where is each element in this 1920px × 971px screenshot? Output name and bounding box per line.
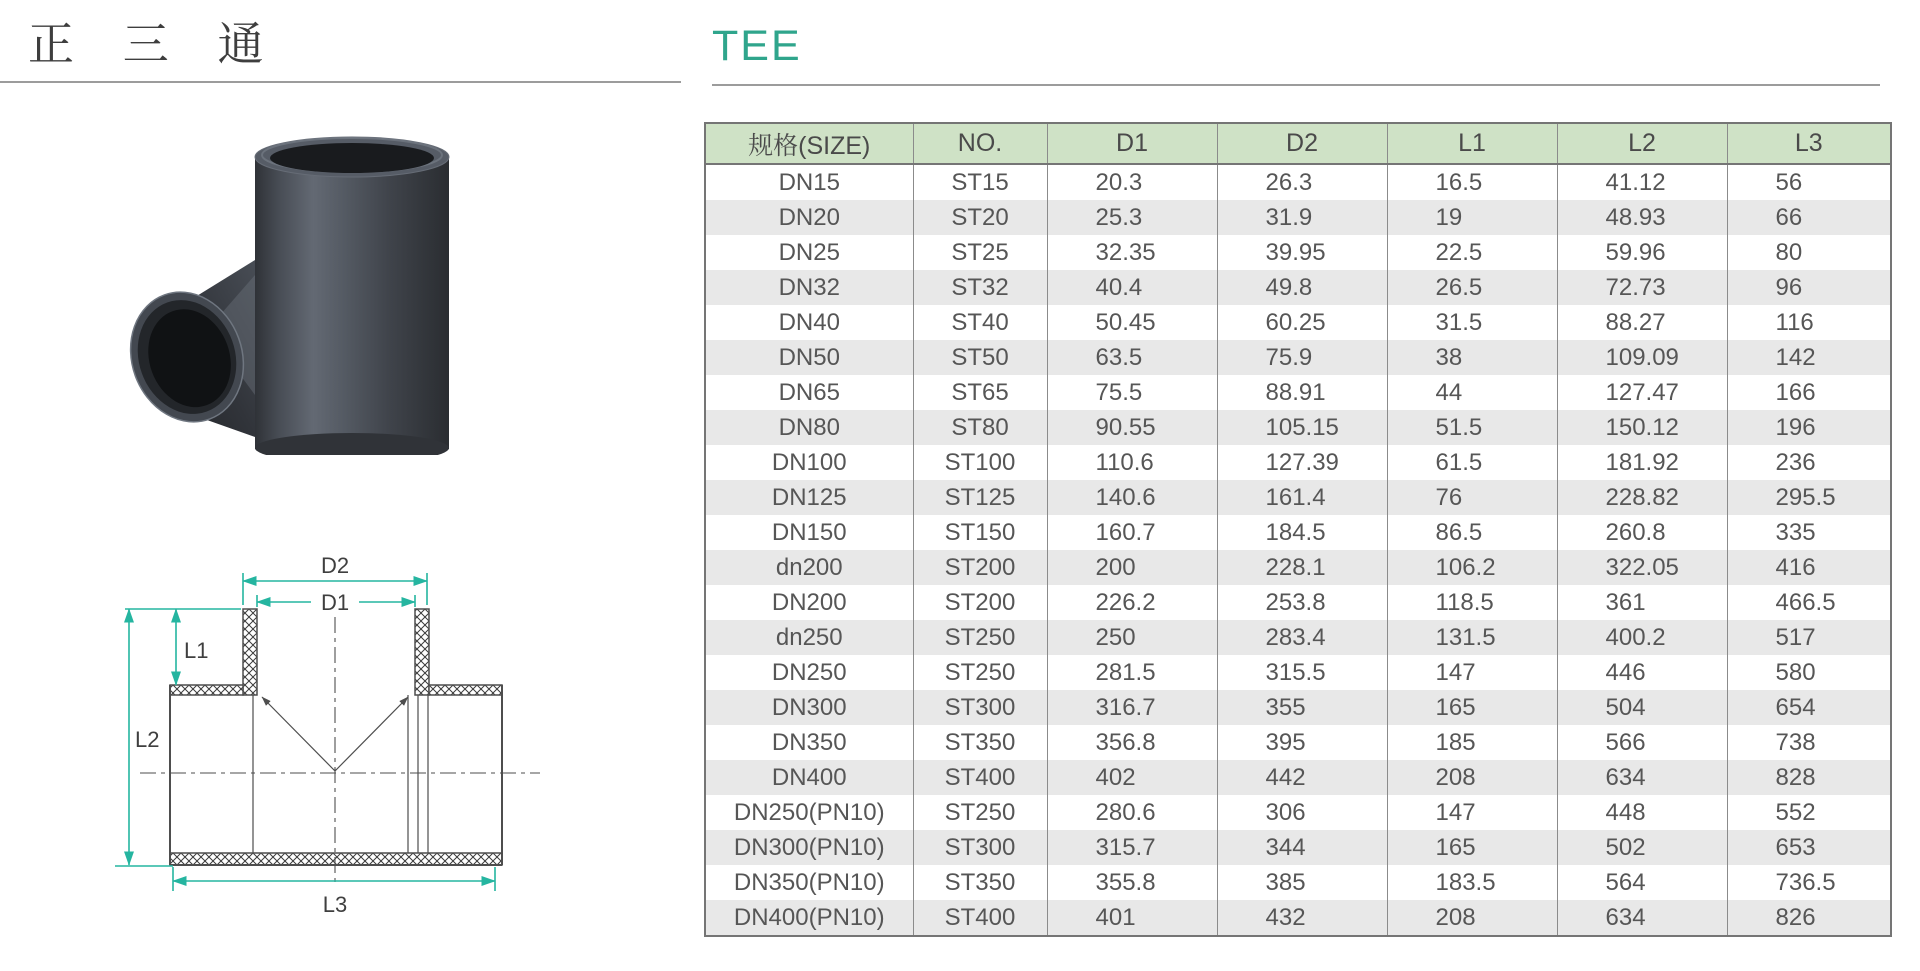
no-cell: ST15 [913,164,1047,200]
value-cell: 208 [1387,760,1557,795]
table-row [705,480,1891,515]
table-row [705,164,1891,200]
value-cell: 75.5 [1047,375,1217,410]
table-row [705,900,1891,936]
value-cell: 654 [1727,690,1891,725]
value-cell: 38 [1387,340,1557,375]
value-cell: 228.1 [1217,550,1387,585]
column-header: D1 [1047,123,1217,164]
value-cell: 315.7 [1047,830,1217,865]
value-cell: 161.4 [1217,480,1387,515]
value-cell: 49.8 [1217,270,1387,305]
value-cell: 41.12 [1557,164,1727,200]
table-row [705,200,1891,235]
value-cell: 31.9 [1217,200,1387,235]
bore-lines [253,695,428,853]
size-cell: DN15 [705,164,913,200]
no-cell: ST50 [913,340,1047,375]
value-cell: 109.09 [1557,340,1727,375]
value-cell: 280.6 [1047,795,1217,830]
value-cell: 39.95 [1217,235,1387,270]
page-title-cn: 正 三 通 [28,18,282,70]
value-cell: 72.73 [1557,270,1727,305]
table-row [705,620,1891,655]
size-cell: DN40 [705,305,913,340]
value-cell: 416 [1727,550,1891,585]
value-cell: 66 [1727,200,1891,235]
value-cell: 504 [1557,690,1727,725]
value-cell: 395 [1217,725,1387,760]
value-cell: 446 [1557,655,1727,690]
no-cell: ST150 [913,515,1047,550]
tee-fitting-graphic [113,137,449,455]
table-row [705,445,1891,480]
table-row [705,830,1891,865]
size-cell: DN25 [705,235,913,270]
value-cell: 26.3 [1217,164,1387,200]
value-cell: 127.47 [1557,375,1727,410]
value-cell: 59.96 [1557,235,1727,270]
size-cell: dn200 [705,550,913,585]
value-cell: 56 [1727,164,1891,200]
value-cell: 355.8 [1047,865,1217,900]
column-header: L2 [1557,123,1727,164]
table-row [705,270,1891,305]
value-cell: 260.8 [1557,515,1727,550]
value-cell: 61.5 [1387,445,1557,480]
value-cell: 147 [1387,795,1557,830]
no-cell: ST80 [913,410,1047,445]
value-cell: 502 [1557,830,1727,865]
no-cell: ST25 [913,235,1047,270]
table-row [705,760,1891,795]
value-cell: 50.45 [1047,305,1217,340]
no-cell: ST300 [913,830,1047,865]
value-cell: 147 [1387,655,1557,690]
value-cell: 385 [1217,865,1387,900]
size-cell: DN65 [705,375,913,410]
value-cell: 44 [1387,375,1557,410]
value-cell: 361 [1557,585,1727,620]
section-outline [170,685,502,865]
value-cell: 165 [1387,690,1557,725]
size-cell: DN150 [705,515,913,550]
value-cell: 20.3 [1047,164,1217,200]
value-cell: 580 [1727,655,1891,690]
value-cell: 185 [1387,725,1557,760]
value-cell: 127.39 [1217,445,1387,480]
product-photo-tee-fitting [95,85,535,455]
table-row [705,550,1891,585]
column-header: L3 [1727,123,1891,164]
value-cell: 183.5 [1387,865,1557,900]
value-cell: 281.5 [1047,655,1217,690]
size-cell: DN250(PN10) [705,795,913,830]
value-cell: 76 [1387,480,1557,515]
size-cell: DN350(PN10) [705,865,913,900]
value-cell: 184.5 [1217,515,1387,550]
size-cell: DN300(PN10) [705,830,913,865]
label-d2: D2 [320,553,350,578]
table-body [705,164,1891,936]
value-cell: 432 [1217,900,1387,936]
value-cell: 315.5 [1217,655,1387,690]
value-cell: 63.5 [1047,340,1217,375]
value-cell: 196 [1727,410,1891,445]
value-cell: 442 [1217,760,1387,795]
value-cell: 736.5 [1727,865,1891,900]
column-header: NO. [913,123,1047,164]
table-row [705,235,1891,270]
value-cell: 80 [1727,235,1891,270]
no-cell: ST65 [913,375,1047,410]
no-cell: ST400 [913,900,1047,936]
size-cell: DN100 [705,445,913,480]
value-cell: 31.5 [1387,305,1557,340]
value-cell: 653 [1727,830,1891,865]
value-cell: 552 [1727,795,1891,830]
value-cell: 236 [1727,445,1891,480]
value-cell: 181.92 [1557,445,1727,480]
no-cell: ST250 [913,655,1047,690]
no-cell: ST100 [913,445,1047,480]
value-cell: 226.2 [1047,585,1217,620]
no-cell: ST350 [913,725,1047,760]
value-cell: 228.82 [1557,480,1727,515]
value-cell: 402 [1047,760,1217,795]
value-cell: 140.6 [1047,480,1217,515]
table-row [705,585,1891,620]
value-cell: 826 [1727,900,1891,936]
value-cell: 160.7 [1047,515,1217,550]
table-row [705,340,1891,375]
size-cell: DN350 [705,725,913,760]
size-cell: DN400(PN10) [705,900,913,936]
no-cell: ST200 [913,550,1047,585]
value-cell: 356.8 [1047,725,1217,760]
no-cell: ST250 [913,795,1047,830]
no-cell: ST40 [913,305,1047,340]
value-cell: 283.4 [1217,620,1387,655]
value-cell: 335 [1727,515,1891,550]
value-cell: 634 [1557,900,1727,936]
value-cell: 165 [1387,830,1557,865]
value-cell: 116 [1727,305,1891,340]
value-cell: 90.55 [1047,410,1217,445]
label-l1: L1 [184,638,209,663]
no-cell: ST250 [913,620,1047,655]
value-cell: 322.05 [1557,550,1727,585]
value-cell: 208 [1387,900,1557,936]
value-cell: 564 [1557,865,1727,900]
size-cell: DN32 [705,270,913,305]
value-cell: 48.93 [1557,200,1727,235]
table-row [705,305,1891,340]
value-cell: 40.4 [1047,270,1217,305]
size-cell: DN125 [705,480,913,515]
hatched-walls [170,609,502,865]
column-header: D2 [1217,123,1387,164]
value-cell: 142 [1727,340,1891,375]
no-cell: ST125 [913,480,1047,515]
value-cell: 295.5 [1727,480,1891,515]
size-cell: DN250 [705,655,913,690]
value-cell: 250 [1047,620,1217,655]
value-cell: 118.5 [1387,585,1557,620]
no-cell: ST200 [913,585,1047,620]
value-cell: 75.9 [1217,340,1387,375]
table-row [705,690,1891,725]
value-cell: 517 [1727,620,1891,655]
value-cell: 400.2 [1557,620,1727,655]
value-cell: 166 [1727,375,1891,410]
value-cell: 316.7 [1047,690,1217,725]
label-l2: L2 [135,727,160,752]
table-row [705,515,1891,550]
value-cell: 26.5 [1387,270,1557,305]
value-cell: 150.12 [1557,410,1727,445]
value-cell: 88.27 [1557,305,1727,340]
table-row [705,795,1891,830]
value-cell: 306 [1217,795,1387,830]
value-cell: 110.6 [1047,445,1217,480]
value-cell: 738 [1727,725,1891,760]
value-cell: 344 [1217,830,1387,865]
title-underline-left [0,81,681,83]
value-cell: 88.91 [1217,375,1387,410]
column-header: L1 [1387,123,1557,164]
value-cell: 60.25 [1217,305,1387,340]
no-cell: ST20 [913,200,1047,235]
size-cell: DN400 [705,760,913,795]
value-cell: 96 [1727,270,1891,305]
value-cell: 19 [1387,200,1557,235]
value-cell: 634 [1557,760,1727,795]
table-row [705,655,1891,690]
size-cell: DN300 [705,690,913,725]
table-row [705,375,1891,410]
table-header-row [705,123,1891,164]
title-underline-right [712,84,1880,86]
value-cell: 828 [1727,760,1891,795]
value-cell: 86.5 [1387,515,1557,550]
column-header: 规格(SIZE) [705,123,913,164]
value-cell: 253.8 [1217,585,1387,620]
table-row [705,410,1891,445]
value-cell: 106.2 [1387,550,1557,585]
table-row [705,725,1891,760]
dimension-drawing [85,445,555,925]
value-cell: 51.5 [1387,410,1557,445]
dimension-lines [115,573,495,891]
size-cell: DN20 [705,200,913,235]
spec-table [704,122,1892,937]
no-cell: ST32 [913,270,1047,305]
label-d1: D1 [320,590,350,615]
value-cell: 448 [1557,795,1727,830]
value-cell: 22.5 [1387,235,1557,270]
value-cell: 466.5 [1727,585,1891,620]
size-cell: DN50 [705,340,913,375]
no-cell: ST300 [913,690,1047,725]
value-cell: 355 [1217,690,1387,725]
value-cell: 32.35 [1047,235,1217,270]
value-cell: 566 [1557,725,1727,760]
table-row [705,865,1891,900]
size-cell: dn250 [705,620,913,655]
top-opening [255,137,449,177]
page-title-en: TEE [712,22,802,70]
no-cell: ST350 [913,865,1047,900]
value-cell: 401 [1047,900,1217,936]
size-cell: DN80 [705,410,913,445]
value-cell: 25.3 [1047,200,1217,235]
value-cell: 200 [1047,550,1217,585]
size-cell: DN200 [705,585,913,620]
value-cell: 131.5 [1387,620,1557,655]
value-cell: 105.15 [1217,410,1387,445]
value-cell: 16.5 [1387,164,1557,200]
label-l3: L3 [322,892,348,917]
no-cell: ST400 [913,760,1047,795]
